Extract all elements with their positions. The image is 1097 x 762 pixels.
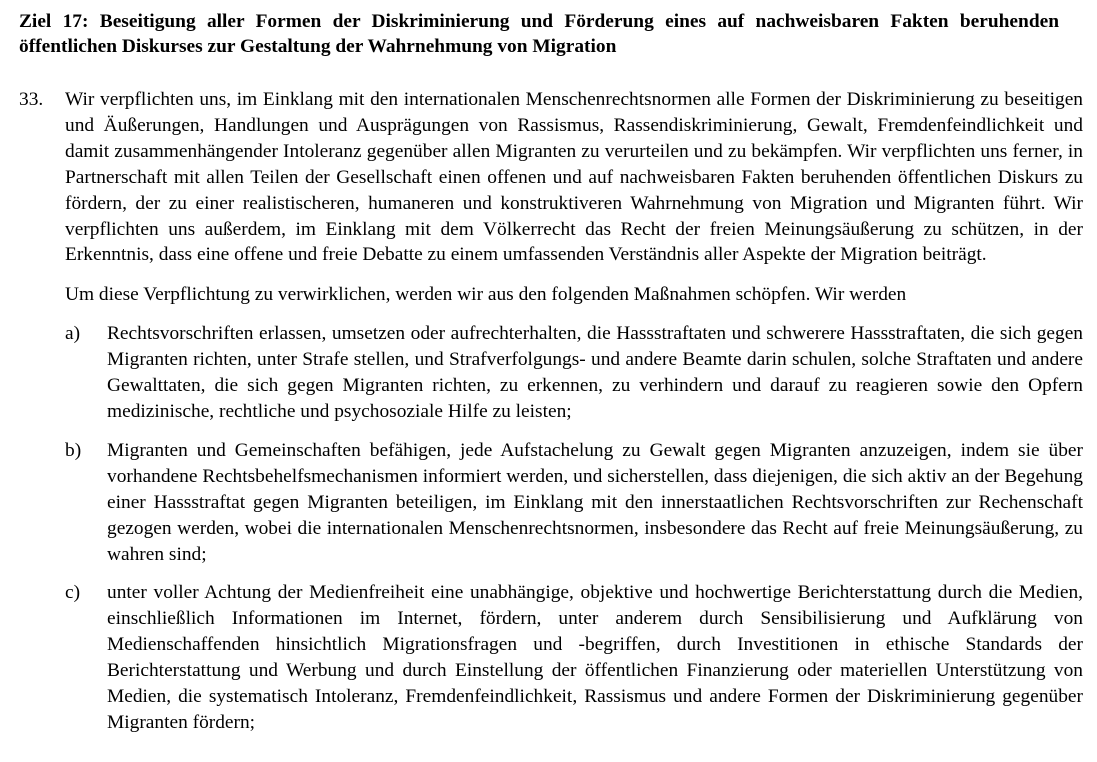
- paragraph-body: [65, 87, 1083, 736]
- item-text: unter voller Achtung der Medienfreiheit eine unabhängige, objektive und hochwertige Berichterstattung durch die Medien, einschließlich Informationen im Internet, fördern, unter anderem durch Sensibilisierung und Aufklärung von Medienschaffenden hinsichtlich Migrationsfragen und -begriffen, durch Investitionen in ethische Standards der Berichterstattung und Werbung und durch Einstellung der öffentlichen Finanzierung oder materiellen Unterstützung von Medien, die systematisch Intoleranz, Fremdenfeindlichkeit, Rassismus und andere Formen der Diskriminierung gegenüber Migranten fördern;: [107, 582, 1083, 733]
- item-letter: b): [65, 439, 82, 461]
- paragraph-33: [19, 87, 1083, 736]
- item-letter: a): [65, 323, 81, 345]
- paragraph-text: Wir verpflichten uns, im Einklang mit den internationalen Menschenrechtsnormen alle Formen der Diskriminierung zu beseitigen und Äußerungen, Handlungen und Ausprägungen von Rassismus, Rassendiskriminierung, Gewalt, Fremdenfeindlichkeit und damit zusammenhängender Intoleranz gegenüber allen Migranten zu verurteilen und zu bekämpfen. Wir verpflichten uns ferner, in Partnerschaft mit allen Teilen der Gesellschaft einen offenen und auf nachweisbaren Fakten beruhenden öffentlichen Diskurs zu fördern, der zu einer realistischeren, humaneren und konstruktiveren Wahrnehmung von Migration und Migranten führt. Wir verpflichten uns außerdem, im Einklang mit dem Völkerrecht das Recht der freien Meinungsäußerung zu schützen, in der Erkenntnis, dass eine offene und freie Debatte zu einem umfassenden Verständnis aller Aspekte der Migration beiträgt.: [65, 89, 1083, 266]
- item-text: Rechtsvorschriften erlassen, umsetzen oder aufrechterhalten, die Hassstraftaten und schwerere Hassstraftaten, die sich gegen Migranten richten, unter Strafe stellen, und Strafverfolgungs- und andere Beamte darin schulen, solche Straftaten und andere Gewalttaten, die sich gegen Migranten richten, zu erkennen, zu verhindern und darauf zu reagieren sowie den Opfern medizinische, rechtliche und psychosoziale Hilfe zu leisten;: [107, 323, 1083, 422]
- measure-item-b: [65, 438, 1083, 568]
- paragraph-number: 33.: [19, 89, 44, 110]
- item-letter: c): [65, 582, 81, 604]
- measures-intro: Um diese Verpflichtung zu verwirklichen, werden wir aus den folgenden Maßnahmen schöpfen. Wir werden: [65, 284, 907, 306]
- measure-item-a: [65, 321, 1083, 425]
- item-text: Migranten und Gemeinschaften befähigen, jede Aufstachelung zu Gewalt gegen Migranten anzuzeigen, indem sie über vorhandene Rechtsbehelfsmechanismen informiert werden, und sicherstellen, dass diejenigen, die sich aktiv an der Begehung einer Hassstraftat gegen Migranten beteiligen, im Einklang mit den innerstaatlichen Rechtsvorschriften zur Rechenschaft gezogen werden, wobei die internationalen Menschenrechtsnormen, insbesondere das Recht auf freie Meinungsäußerung, zu wahren sind;: [107, 439, 1083, 565]
- measure-item-c: [65, 580, 1083, 735]
- goal-heading: Ziel 17: Beseitigung aller Formen der Diskriminierung und Förderung eines auf nachweisbaren Fakten beruhenden öffentlichen Diskurses zur Gestaltung der Wahrnehmung von Migration: [19, 11, 1059, 57]
